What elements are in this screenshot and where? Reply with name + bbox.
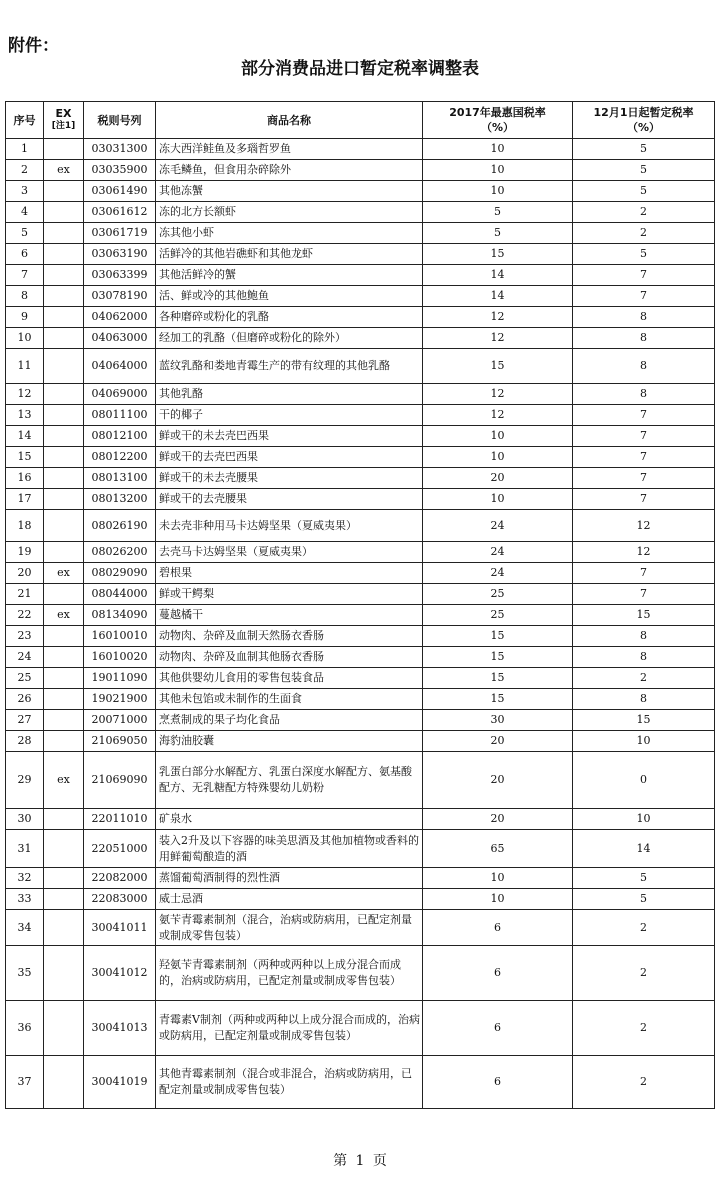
cell-code: 03078190: [84, 286, 156, 307]
table-row: [6, 426, 715, 447]
cell-rate-new: 8: [573, 349, 715, 384]
cell-code: 04069000: [84, 384, 156, 405]
header-ex: [44, 102, 84, 139]
cell-seq: 32: [6, 868, 44, 889]
table-row: [6, 946, 715, 1001]
cell-name: 装入2升及以下容器的味美思酒及其他加植物或香料的用鲜葡萄酿造的酒: [156, 830, 423, 868]
header-ex-note: [注1]: [51, 121, 76, 131]
table-row: [6, 689, 715, 710]
cell-ex: [44, 1056, 84, 1109]
cell-rate-new: 10: [573, 731, 715, 752]
cell-rate-new: 2: [573, 668, 715, 689]
table-row: [6, 647, 715, 668]
cell-rate-new: 7: [573, 447, 715, 468]
cell-code: 08011100: [84, 405, 156, 426]
table-row: [6, 809, 715, 830]
cell-ex: [44, 328, 84, 349]
cell-name: 青霉素V制剂（两种或两种以上成分混合而成的，治病或防病用，已配定剂量或制成零售包装）: [156, 1001, 423, 1056]
cell-rate-new: 0: [573, 752, 715, 809]
cell-rate-2017: 20: [423, 468, 573, 489]
cell-rate-2017: 12: [423, 384, 573, 405]
cell-code: 21069050: [84, 731, 156, 752]
cell-name: 鲜或干鳄梨: [156, 584, 423, 605]
cell-code: 03063190: [84, 244, 156, 265]
cell-rate-2017: 10: [423, 889, 573, 910]
table-row: [6, 202, 715, 223]
header-ex-label: EX: [55, 107, 72, 120]
table-row: [6, 752, 715, 809]
cell-ex: [44, 731, 84, 752]
header-rate-new-line1: 12月1日起暂定税率: [593, 106, 694, 119]
cell-rate-new: 14: [573, 830, 715, 868]
cell-code: 03063399: [84, 265, 156, 286]
cell-rate-2017: 20: [423, 752, 573, 809]
cell-seq: 12: [6, 384, 44, 405]
table-row: [6, 910, 715, 946]
cell-ex: [44, 468, 84, 489]
cell-seq: 13: [6, 405, 44, 426]
cell-ex: ex: [44, 160, 84, 181]
cell-seq: 30: [6, 809, 44, 830]
cell-rate-2017: 5: [423, 223, 573, 244]
cell-rate-new: 8: [573, 626, 715, 647]
header-rate-new: [573, 102, 715, 139]
cell-rate-new: 7: [573, 286, 715, 307]
header-rate-2017: [423, 102, 573, 139]
cell-ex: [44, 910, 84, 946]
cell-ex: [44, 139, 84, 160]
cell-name: 蓝纹乳酪和娄地青霉生产的带有纹理的其他乳酪: [156, 349, 423, 384]
cell-name: 蒸馏葡萄酒制得的烈性酒: [156, 868, 423, 889]
cell-rate-new: 8: [573, 689, 715, 710]
cell-rate-2017: 65: [423, 830, 573, 868]
cell-seq: 22: [6, 605, 44, 626]
cell-name: 动物肉、杂碎及血制天然肠衣香肠: [156, 626, 423, 647]
table-row: [6, 563, 715, 584]
cell-rate-2017: 12: [423, 405, 573, 426]
cell-rate-new: 5: [573, 868, 715, 889]
cell-rate-2017: 10: [423, 426, 573, 447]
cell-ex: [44, 202, 84, 223]
cell-seq: 3: [6, 181, 44, 202]
cell-seq: 17: [6, 489, 44, 510]
cell-name: 冻大西洋鲑鱼及多瑙哲罗鱼: [156, 139, 423, 160]
cell-seq: 7: [6, 265, 44, 286]
cell-rate-2017: 24: [423, 510, 573, 542]
cell-name: 矿泉水: [156, 809, 423, 830]
cell-name: 活鲜冷的其他岩礁虾和其他龙虾: [156, 244, 423, 265]
cell-rate-new: 12: [573, 510, 715, 542]
cell-rate-2017: 10: [423, 160, 573, 181]
cell-name: 干的椰子: [156, 405, 423, 426]
cell-seq: 18: [6, 510, 44, 542]
cell-name: 其他冻蟹: [156, 181, 423, 202]
cell-code: 03035900: [84, 160, 156, 181]
cell-rate-2017: 15: [423, 647, 573, 668]
cell-code: 22011010: [84, 809, 156, 830]
table-row: [6, 328, 715, 349]
table-row: [6, 405, 715, 426]
cell-code: 16010010: [84, 626, 156, 647]
table-row: [6, 447, 715, 468]
cell-seq: 28: [6, 731, 44, 752]
cell-name: 其他乳酪: [156, 384, 423, 405]
cell-rate-2017: 15: [423, 689, 573, 710]
cell-ex: [44, 244, 84, 265]
cell-code: 04064000: [84, 349, 156, 384]
cell-code: 08012200: [84, 447, 156, 468]
cell-rate-new: 5: [573, 244, 715, 265]
header-code: 税则号列: [84, 102, 156, 139]
cell-name: 乳蛋白部分水解配方、乳蛋白深度水解配方、氨基酸配方、无乳糖配方特殊婴幼儿奶粉: [156, 752, 423, 809]
table-row: [6, 731, 715, 752]
cell-code: 04062000: [84, 307, 156, 328]
cell-seq: 2: [6, 160, 44, 181]
cell-seq: 14: [6, 426, 44, 447]
table-row: [6, 244, 715, 265]
table-row: [6, 626, 715, 647]
cell-seq: 26: [6, 689, 44, 710]
cell-code: 30041012: [84, 946, 156, 1001]
cell-ex: [44, 868, 84, 889]
table-row: [6, 223, 715, 244]
cell-seq: 11: [6, 349, 44, 384]
cell-rate-2017: 10: [423, 489, 573, 510]
table-row: [6, 307, 715, 328]
cell-code: 30041011: [84, 910, 156, 946]
cell-ex: [44, 647, 84, 668]
cell-seq: 15: [6, 447, 44, 468]
cell-ex: [44, 809, 84, 830]
header-rate-new-line2: （%）: [626, 121, 661, 134]
cell-rate-2017: 5: [423, 202, 573, 223]
cell-name: 各种磨碎或粉化的乳酪: [156, 307, 423, 328]
cell-code: 20071000: [84, 710, 156, 731]
table-row: [6, 542, 715, 563]
cell-rate-2017: 15: [423, 349, 573, 384]
cell-ex: ex: [44, 605, 84, 626]
cell-rate-new: 7: [573, 426, 715, 447]
cell-name: 羟氨苄青霉素制剂（两种或两种以上成分混合而成的，治病或防病用，已配定剂量或制成零售包装）: [156, 946, 423, 1001]
cell-rate-2017: 12: [423, 307, 573, 328]
cell-code: 19011090: [84, 668, 156, 689]
cell-rate-2017: 30: [423, 710, 573, 731]
cell-code: 08013100: [84, 468, 156, 489]
cell-rate-2017: 15: [423, 244, 573, 265]
table-row: [6, 384, 715, 405]
cell-rate-2017: 15: [423, 668, 573, 689]
cell-ex: [44, 1001, 84, 1056]
table-row: [6, 286, 715, 307]
cell-ex: [44, 830, 84, 868]
cell-name: 碧根果: [156, 563, 423, 584]
cell-name: 鲜或干的去壳巴西果: [156, 447, 423, 468]
cell-rate-2017: 12: [423, 328, 573, 349]
cell-rate-2017: 14: [423, 286, 573, 307]
table-header-row: [6, 102, 715, 139]
cell-code: 22083000: [84, 889, 156, 910]
cell-code: 03031300: [84, 139, 156, 160]
cell-ex: [44, 447, 84, 468]
table-row: [6, 510, 715, 542]
cell-rate-new: 7: [573, 489, 715, 510]
cell-rate-new: 5: [573, 139, 715, 160]
cell-rate-2017: 6: [423, 910, 573, 946]
cell-ex: [44, 689, 84, 710]
cell-name: 鲜或干的未去壳腰果: [156, 468, 423, 489]
table-row: [6, 830, 715, 868]
cell-code: 03061490: [84, 181, 156, 202]
cell-seq: 31: [6, 830, 44, 868]
cell-seq: 10: [6, 328, 44, 349]
cell-code: 30041013: [84, 1001, 156, 1056]
cell-name: 海豹油胶囊: [156, 731, 423, 752]
cell-name: 鲜或干的未去壳巴西果: [156, 426, 423, 447]
cell-seq: 1: [6, 139, 44, 160]
cell-rate-new: 8: [573, 647, 715, 668]
cell-rate-new: 12: [573, 542, 715, 563]
table-row: [6, 265, 715, 286]
cell-code: 08026200: [84, 542, 156, 563]
cell-ex: [44, 489, 84, 510]
cell-seq: 8: [6, 286, 44, 307]
cell-seq: 36: [6, 1001, 44, 1056]
table-row: [6, 349, 715, 384]
cell-code: 04063000: [84, 328, 156, 349]
table-row: [6, 584, 715, 605]
cell-name: 冻毛鳞鱼，但食用杂碎除外: [156, 160, 423, 181]
cell-rate-2017: 6: [423, 946, 573, 1001]
cell-seq: 34: [6, 910, 44, 946]
cell-code: 22051000: [84, 830, 156, 868]
cell-seq: 25: [6, 668, 44, 689]
cell-ex: [44, 349, 84, 384]
cell-rate-new: 2: [573, 202, 715, 223]
cell-rate-2017: 20: [423, 809, 573, 830]
cell-rate-new: 7: [573, 584, 715, 605]
cell-seq: 6: [6, 244, 44, 265]
cell-seq: 23: [6, 626, 44, 647]
cell-rate-2017: 6: [423, 1001, 573, 1056]
cell-rate-new: 7: [573, 405, 715, 426]
cell-seq: 33: [6, 889, 44, 910]
cell-ex: [44, 889, 84, 910]
cell-rate-2017: 6: [423, 1056, 573, 1109]
cell-ex: ex: [44, 752, 84, 809]
cell-name: 去壳马卡达姆坚果（夏威夷果）: [156, 542, 423, 563]
cell-ex: [44, 668, 84, 689]
cell-rate-2017: 10: [423, 139, 573, 160]
cell-rate-2017: 20: [423, 731, 573, 752]
cell-ex: [44, 946, 84, 1001]
cell-name: 烹煮制成的果子均化食品: [156, 710, 423, 731]
cell-rate-2017: 24: [423, 563, 573, 584]
cell-seq: 5: [6, 223, 44, 244]
cell-rate-new: 15: [573, 605, 715, 626]
cell-ex: [44, 223, 84, 244]
cell-rate-2017: 25: [423, 605, 573, 626]
cell-ex: [44, 710, 84, 731]
cell-seq: 9: [6, 307, 44, 328]
cell-rate-2017: 25: [423, 584, 573, 605]
table-row: [6, 605, 715, 626]
cell-code: 22082000: [84, 868, 156, 889]
cell-code: 03061719: [84, 223, 156, 244]
cell-rate-new: 5: [573, 181, 715, 202]
cell-rate-new: 5: [573, 160, 715, 181]
cell-ex: [44, 510, 84, 542]
cell-name: 蔓越橘干: [156, 605, 423, 626]
header-rate-2017-line2: （%）: [480, 121, 515, 134]
cell-name: 冻其他小虾: [156, 223, 423, 244]
cell-ex: [44, 384, 84, 405]
page-title: 部分消费品进口暂定税率调整表: [241, 59, 479, 79]
cell-name: 其他供婴幼儿食用的零售包装食品: [156, 668, 423, 689]
cell-ex: [44, 542, 84, 563]
cell-rate-2017: 10: [423, 181, 573, 202]
page-number: 第 1 页: [333, 1153, 387, 1169]
table-row: [6, 868, 715, 889]
cell-seq: 20: [6, 563, 44, 584]
cell-seq: 29: [6, 752, 44, 809]
cell-code: 16010020: [84, 647, 156, 668]
cell-rate-new: 8: [573, 307, 715, 328]
cell-ex: [44, 584, 84, 605]
cell-seq: 21: [6, 584, 44, 605]
cell-ex: [44, 405, 84, 426]
cell-name: 氨苄青霉素制剂（混合，治病或防病用，已配定剂量或制成零售包装）: [156, 910, 423, 946]
cell-ex: ex: [44, 563, 84, 584]
tariff-table: [5, 101, 715, 1109]
cell-rate-new: 2: [573, 910, 715, 946]
cell-name: 鲜或干的去壳腰果: [156, 489, 423, 510]
cell-name: 其他青霉素制剂（混合或非混合，治病或防病用，已配定剂量或制成零售包装）: [156, 1056, 423, 1109]
cell-rate-2017: 14: [423, 265, 573, 286]
cell-rate-2017: 15: [423, 626, 573, 647]
cell-rate-new: 2: [573, 1001, 715, 1056]
table-row: [6, 468, 715, 489]
cell-code: 08012100: [84, 426, 156, 447]
cell-code: 03061612: [84, 202, 156, 223]
cell-rate-new: 2: [573, 223, 715, 244]
header-rate-2017-line1: 2017年最惠国税率: [449, 106, 546, 119]
cell-seq: 4: [6, 202, 44, 223]
table-row: [6, 1056, 715, 1109]
cell-code: 08013200: [84, 489, 156, 510]
cell-seq: 27: [6, 710, 44, 731]
table-row: [6, 181, 715, 202]
cell-code: 08026190: [84, 510, 156, 542]
cell-rate-new: 2: [573, 1056, 715, 1109]
cell-rate-2017: 10: [423, 447, 573, 468]
cell-code: 08029090: [84, 563, 156, 584]
cell-ex: [44, 286, 84, 307]
cell-name: 动物肉、杂碎及血制其他肠衣香肠: [156, 647, 423, 668]
table-row: [6, 160, 715, 181]
cell-name: 未去壳非种用马卡达姆坚果（夏威夷果）: [156, 510, 423, 542]
cell-ex: [44, 626, 84, 647]
cell-rate-new: 7: [573, 468, 715, 489]
cell-rate-new: 15: [573, 710, 715, 731]
cell-code: 08044000: [84, 584, 156, 605]
cell-name: 其他活鲜冷的蟹: [156, 265, 423, 286]
cell-name: 其他未包馅或未制作的生面食: [156, 689, 423, 710]
cell-code: 08134090: [84, 605, 156, 626]
cell-code: 19021900: [84, 689, 156, 710]
cell-rate-new: 10: [573, 809, 715, 830]
table-row: [6, 139, 715, 160]
table-row: [6, 710, 715, 731]
cell-ex: [44, 426, 84, 447]
cell-name: 活、鲜或冷的其他鲍鱼: [156, 286, 423, 307]
cell-rate-new: 2: [573, 946, 715, 1001]
attachment-label: 附件：: [8, 36, 59, 56]
cell-rate-new: 7: [573, 563, 715, 584]
cell-rate-2017: 10: [423, 868, 573, 889]
cell-name: 威士忌酒: [156, 889, 423, 910]
cell-ex: [44, 307, 84, 328]
cell-ex: [44, 265, 84, 286]
cell-rate-new: 8: [573, 328, 715, 349]
cell-seq: 24: [6, 647, 44, 668]
cell-seq: 16: [6, 468, 44, 489]
table-row: [6, 889, 715, 910]
table-row: [6, 668, 715, 689]
table-row: [6, 1001, 715, 1056]
cell-name: 冻的北方长额虾: [156, 202, 423, 223]
cell-seq: 19: [6, 542, 44, 563]
cell-rate-new: 8: [573, 384, 715, 405]
cell-ex: [44, 181, 84, 202]
cell-seq: 35: [6, 946, 44, 1001]
cell-name: 经加工的乳酪（但磨碎或粉化的除外）: [156, 328, 423, 349]
cell-rate-2017: 24: [423, 542, 573, 563]
cell-rate-new: 7: [573, 265, 715, 286]
table-row: [6, 489, 715, 510]
header-seq: 序号: [6, 102, 44, 139]
cell-code: 21069090: [84, 752, 156, 809]
cell-seq: 37: [6, 1056, 44, 1109]
cell-rate-new: 5: [573, 889, 715, 910]
header-name: 商品名称: [156, 102, 423, 139]
cell-code: 30041019: [84, 1056, 156, 1109]
